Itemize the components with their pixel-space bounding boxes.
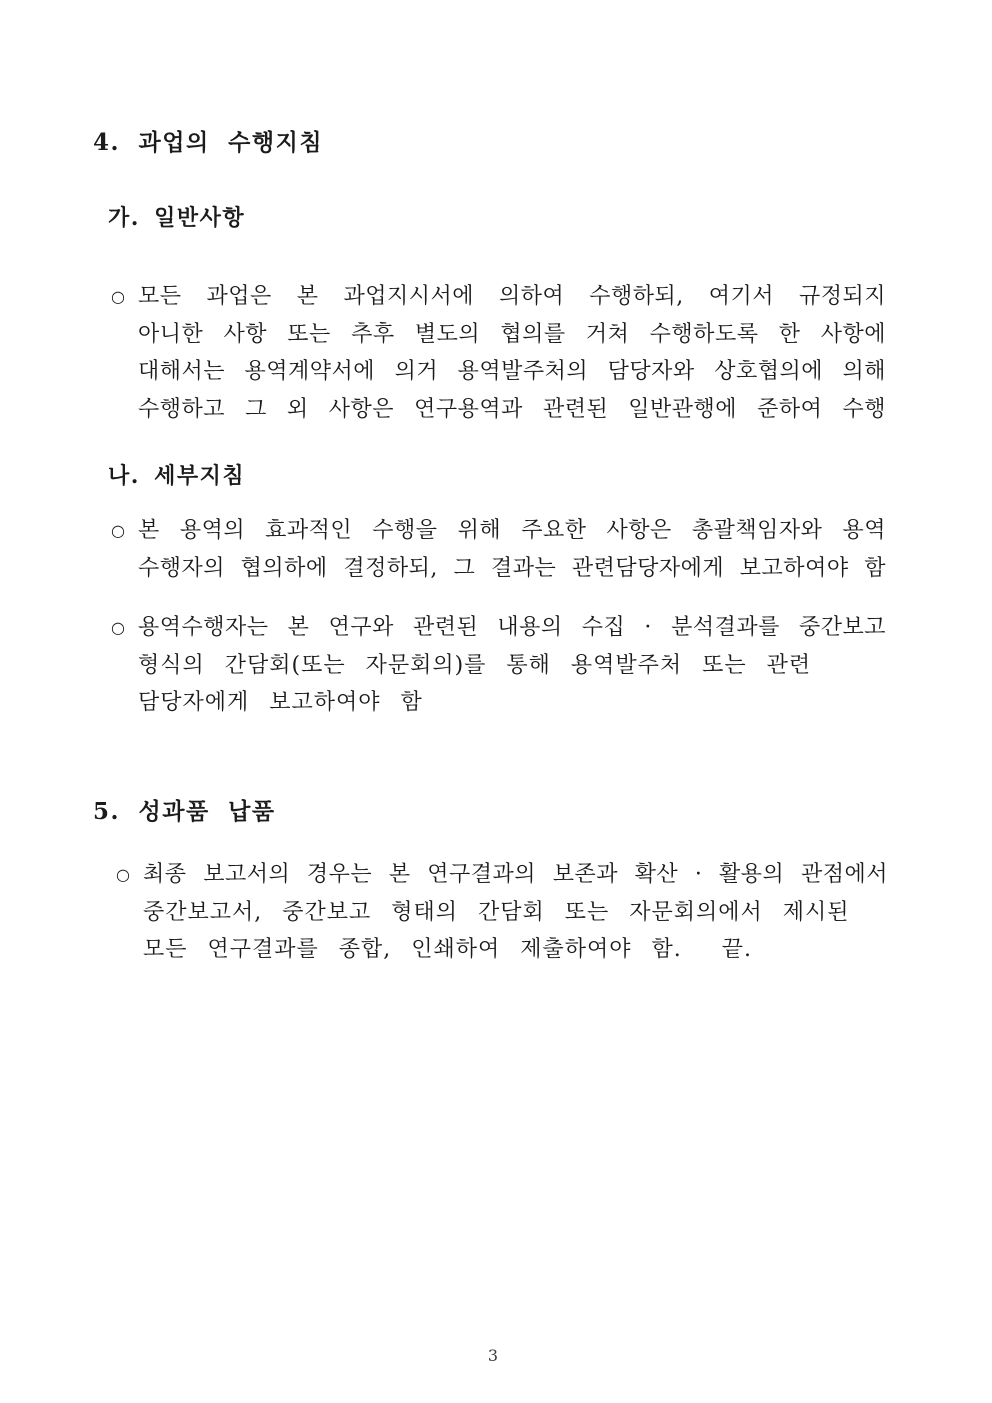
- paragraph-line: 용역수행자는 본 연구와 관련된 내용의 수집 · 분석결과를 중간보고: [138, 615, 886, 640]
- section-5-heading: 5. 성과품 납품: [93, 798, 276, 825]
- paragraph-line: 수행하고 그 외 사항은 연구용역과 관련된 일반관행에 준하여 수행: [138, 396, 886, 422]
- bullet-circle-icon: ○: [111, 287, 125, 306]
- bullet-circle-icon: ○: [111, 521, 125, 540]
- section-4a-heading: 가. 일반사항: [108, 205, 246, 231]
- section-4b-heading: 나. 세부지침: [108, 463, 246, 489]
- detail-guideline-paragraph-2: [111, 609, 886, 722]
- paragraph-line: 형식의 간담회(또는 자문회의)를 통해 용역발주처 또는 관련: [138, 652, 812, 678]
- paragraph-lines: [138, 278, 886, 428]
- paragraph-line: 수행자의 협의하에 결정하되, 그 결과는 관련담당자에게 보고하여야 함: [138, 555, 886, 581]
- paragraph-lines: [143, 856, 888, 969]
- section-4-heading: 4. 과업의 수행지침: [93, 129, 324, 156]
- deliverables-paragraph: [116, 856, 888, 969]
- general-guideline-paragraph: [111, 278, 886, 428]
- bullet-circle-icon: ○: [116, 865, 130, 884]
- paragraph-line: 대해서는 용역계약서에 의거 용역발주처의 담당자와 상호협의에 의해: [138, 359, 886, 384]
- paragraph-line: 담당자에게 보고하여야 함: [138, 690, 423, 715]
- paragraph-lines: [138, 609, 886, 722]
- paragraph-line: 최종 보고서의 경우는 본 연구결과의 보존과 확산 · 활용의 관점에서: [143, 862, 888, 887]
- paragraph-line: 모든 과업은 본 과업지시서에 의하여 수행하되, 여기서 규정되지: [138, 284, 886, 309]
- page-number: 3: [487, 1346, 499, 1365]
- paragraph-lines: [138, 512, 886, 587]
- paragraph-line: 중간보고서, 중간보고 형태의 간담회 또는 자문회의에서 제시된: [143, 899, 850, 925]
- paragraph-line: 아니한 사항 또는 추후 별도의 협의를 거쳐 수행하도록 한 사항에: [138, 321, 886, 347]
- paragraph-line: 모든 연구결과를 종합, 인쇄하여 제출하여야 함. 끝.: [143, 937, 752, 962]
- bullet-circle-icon: ○: [111, 618, 125, 637]
- paragraph-line: 본 용역의 효과적인 수행을 위해 주요한 사항은 총괄책임자와 용역: [138, 518, 886, 543]
- detail-guideline-paragraph-1: [111, 512, 886, 587]
